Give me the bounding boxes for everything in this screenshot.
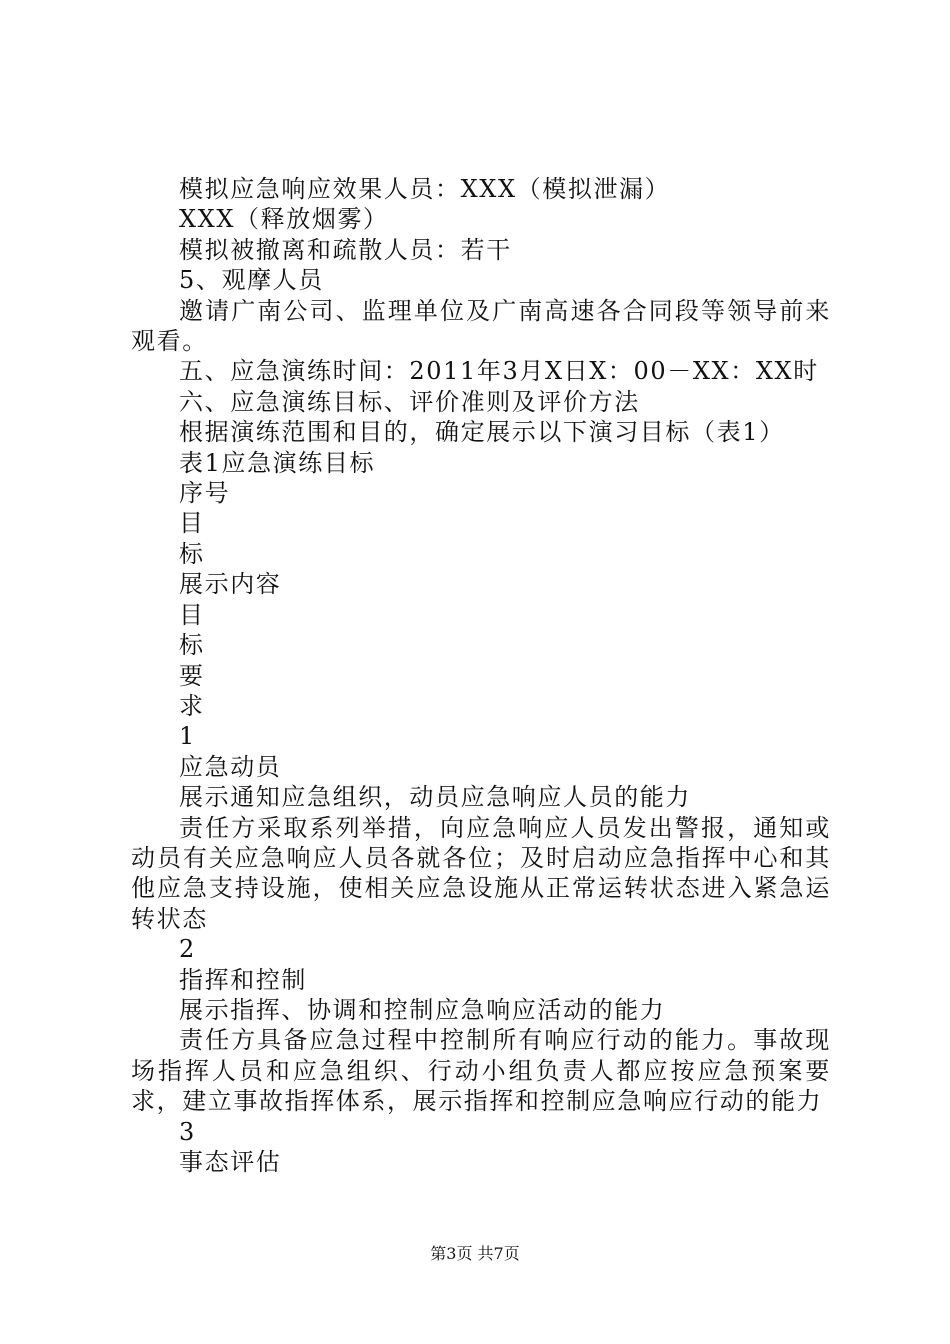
table-cell: 1 [179,722,196,751]
table-header-cell: 要 [179,661,205,690]
section-heading: 5、观摩人员 [179,266,324,295]
table-cell: 应急动员 [179,752,282,781]
table-header-cell: 展示内容 [179,570,282,599]
table-cell: 责任方具备应急过程中控制所有响应行动的能力。事故现场指挥人员和应急组织、行动小组负责人都应按应急预案要求，建立事故指挥体系，展示指挥和控制应急响应行动的能力 [131,1026,831,1116]
table-header-cell: 标 [179,539,205,568]
table-cell: 事态评估 [179,1148,282,1176]
table-cell: 指挥和控制 [179,965,307,994]
table-cell: 展示通知应急组织，动员应急响应人员的能力 [179,783,691,812]
section-heading: 五、应急演练时间：2011年3月X日X：00－XX：XX时 [179,357,819,386]
document-body [131,174,831,1177]
paragraph: XXX（释放烟雾） [179,205,389,234]
table-header-cell: 求 [179,691,205,720]
paragraph: 模拟应急响应效果人员：XXX（模拟泄漏） [179,175,671,203]
table-header-cell: 序号 [179,479,231,508]
table-cell: 展示指挥、协调和控制应急响应活动的能力 [179,995,666,1024]
paragraph: 根据演练范围和目的，确定展示以下演习目标（表1） [179,418,785,447]
table-caption: 表1应急演练目标 [179,448,376,477]
table-header-cell: 目 [179,600,205,629]
table-header-cell: 标 [179,631,205,660]
section-heading: 六、应急演练目标、评价准则及评价方法 [179,387,640,416]
paragraph: 模拟被撤离和疏散人员：若干 [179,235,512,264]
table-header-cell: 目 [179,509,205,538]
paragraph: 邀请广南公司、监理单位及广南高速各合同段等领导前来观看。 [131,296,831,356]
table-cell: 3 [179,1117,196,1146]
table-cell: 2 [179,935,196,964]
page-footer [0,1244,950,1264]
page-number-label: 第3页 共7页 [430,1244,520,1263]
table-cell: 责任方采取系列举措，向应急响应人员发出警报，通知或动员有关应急响应人员各就各位；及时启动应急指挥中心和其他应急支持设施，使相关应急设施从正常运转状态进入紧急运转状态 [131,813,831,933]
